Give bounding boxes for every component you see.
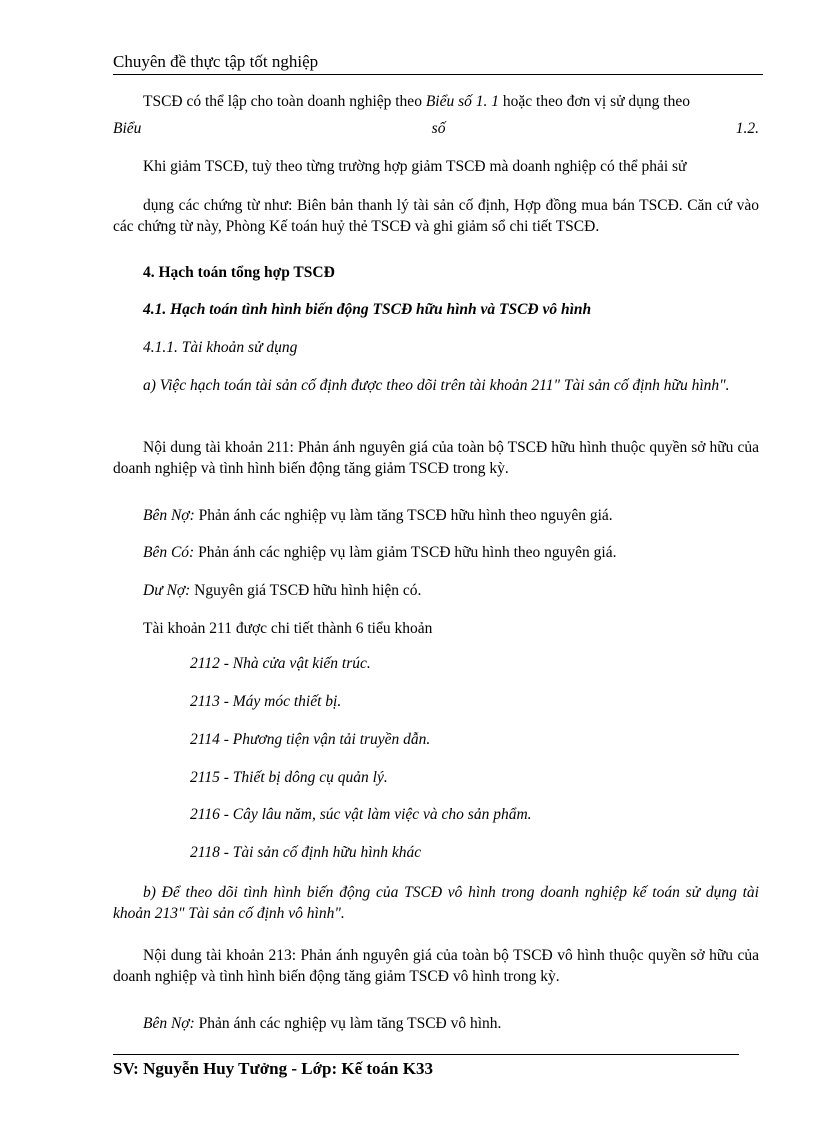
paragraph-213: Nội dung tài khoản 213: Phản ánh nguyên giá của toàn bộ TSCĐ vô hình thuộc quyền sở hữu của doanh nghiệp và tình hình biến động tăng giảm TSCĐ vô hình trong kỳ. (113, 947, 759, 985)
page-header (113, 52, 763, 75)
heading-4-1: 4.1. Hạch toán tình hình biến động TSCĐ hữu hình và TSCĐ vô hình (143, 301, 592, 318)
heading-4: 4. Hạch toán tổng hợp TSCĐ (143, 264, 335, 281)
subaccount-2113: 2113 - Máy móc thiết bị. (190, 693, 342, 710)
du-no-line (113, 580, 759, 601)
paragraph-1 (113, 91, 759, 112)
subaccount-2118: 2118 - Tài sản cố định hữu hình khác (190, 844, 422, 861)
du-no-text: Nguyên giá TSCĐ hữu hình hiện có. (190, 582, 422, 599)
ben-co-text: Phản ánh các nghiệp vụ làm giảm TSCĐ hữu hình theo nguyên giá. (194, 544, 617, 561)
ben-no-label: Bên Nợ: (143, 507, 195, 524)
ben-no-line (113, 505, 759, 526)
tk211-intro: Tài khoản 211 được chi tiết thành 6 tiểu khoản (143, 620, 433, 637)
p1-word-1: Biểu (113, 120, 142, 137)
paragraph-b: b) Để theo dõi tình hình biến động của TSCĐ vô hình trong doanh nghiệp kế toán sử dụng tài khoản 213" Tài sản cố định vô hình". (113, 884, 759, 922)
ben-co-label: Bên Có: (143, 544, 195, 561)
subaccount-2116: 2116 - Cây lâu năm, súc vật làm việc và cho sản phẩm. (190, 806, 532, 823)
footer-text: SV: Nguyễn Huy Tưởng - Lớp: Kế toán K33 (113, 1059, 433, 1078)
paragraph-a: a) Việc hạch toán tài sản cố định được theo dõi trên tài khoản 211" Tài sản cố định hữu hình". (143, 377, 730, 394)
page-footer (113, 1054, 739, 1079)
du-no-label: Dư Nợ: (143, 582, 191, 599)
paragraph-1-line-2 (113, 118, 759, 139)
subaccount-2112: 2112 - Nhà cửa vật kiến trúc. (190, 655, 371, 672)
ben-co-line (113, 542, 759, 563)
ben-no-text: Phản ánh các nghiệp vụ làm tăng TSCĐ hữu hình theo nguyên giá. (194, 507, 613, 524)
p1-text-b: Biểu số 1. 1 (425, 93, 500, 110)
paragraph-3: dụng các chứng từ như: Biên bản thanh lý tài sản cố định, Hợp đồng mua bán TSCĐ. Căn cứ vào các chứng từ này, Phòng Kế toán huỷ thẻ TSCĐ và ghi giảm sổ chi tiết TSCĐ. (113, 197, 759, 235)
subaccount-2114: 2114 - Phương tiện vận tải truyền dẫn. (190, 731, 431, 748)
header-title: Chuyên đề thực tập tốt nghiệp (113, 52, 319, 71)
paragraph-2: Khi giảm TSCĐ, tuỳ theo từng trường hợp giảm TSCĐ mà doanh nghiệp có thể phải sử (143, 158, 687, 175)
heading-4-1-1: 4.1.1. Tài khoản sử dụng (143, 339, 298, 356)
p1-text-a: TSCĐ có thể lập cho toàn doanh nghiệp theo (143, 93, 426, 110)
ben-no-2-label: Bên Nợ: (143, 1015, 195, 1032)
p1-text-c: hoặc theo đơn vị sử dụng theo (499, 93, 690, 110)
p1-word-3: 1.2. (735, 120, 759, 137)
p1-word-2: số (431, 120, 446, 137)
paragraph-211: Nội dung tài khoản 211: Phản ánh nguyên giá của toàn bộ TSCĐ hữu hình thuộc quyền sở hữu của doanh nghiệp và tình hình biến động tăng giảm TSCĐ trong kỳ. (113, 439, 759, 477)
ben-no-2-line (113, 1013, 759, 1034)
ben-no-2-text: Phản ánh các nghiệp vụ làm tăng TSCĐ vô hình. (194, 1015, 502, 1032)
subaccount-2115: 2115 - Thiết bị dông cụ quản lý. (190, 769, 388, 786)
